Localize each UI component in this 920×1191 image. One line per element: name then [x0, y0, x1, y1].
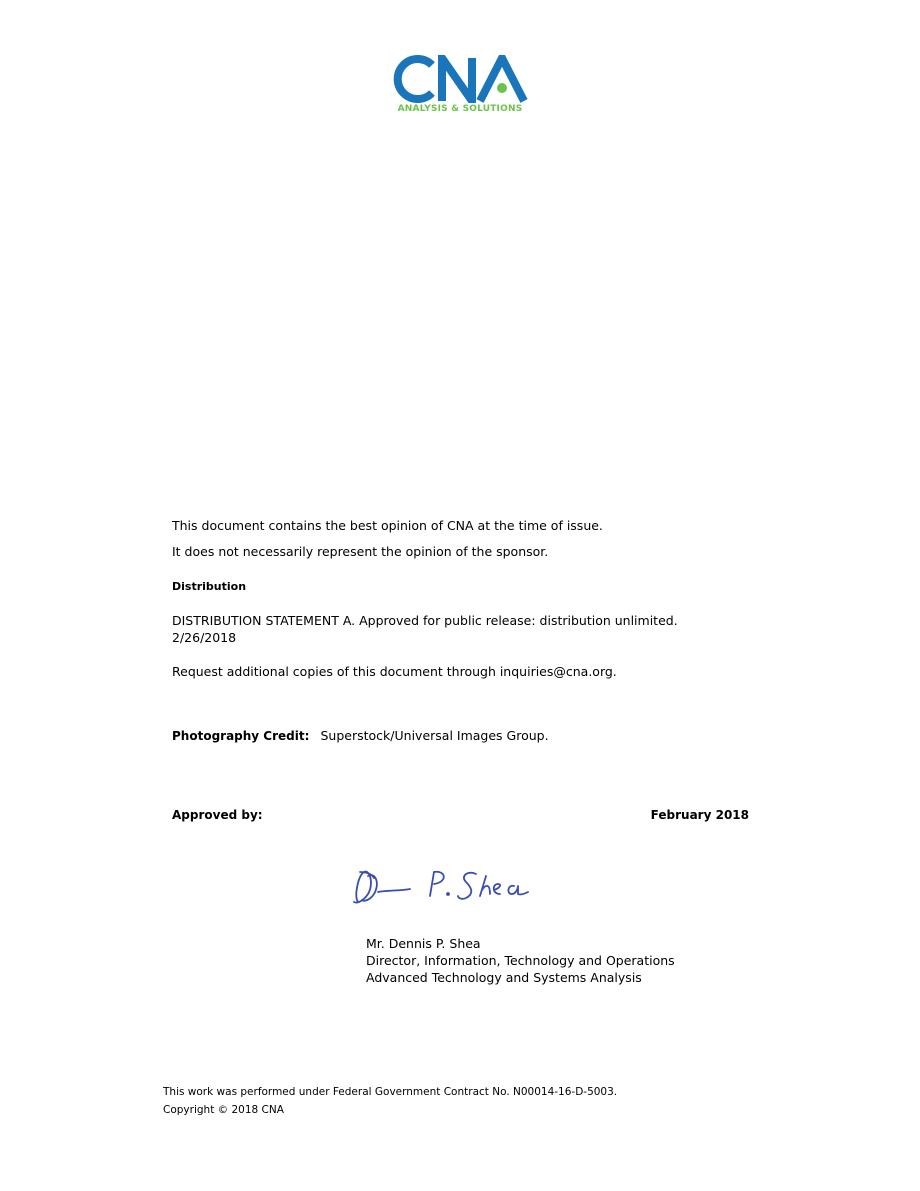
signature-image: [348, 862, 548, 912]
signer-name: Mr. Dennis P. Shea: [366, 936, 481, 951]
disclaimer-line-1: This document contains the best opinion of CNA at the time of issue.: [172, 518, 603, 533]
photo-credit: [172, 725, 549, 744]
copyright-notice: Copyright © 2018 CNA: [163, 1104, 284, 1116]
distribution-heading: Distribution: [172, 580, 247, 593]
disclaimer-line-2: It does not necessarily represent the opinion of the sponsor.: [172, 544, 549, 559]
photo-credit-value: Superstock/Universal Images Group.: [320, 728, 549, 743]
distribution-date: 2/26/2018: [172, 630, 237, 645]
request-copies-text: Request additional copies of this document through inquiries@cna.org.: [172, 664, 617, 679]
signer-division: Advanced Technology and Systems Analysis: [366, 970, 642, 985]
approved-by-label: Approved by:: [172, 808, 263, 822]
contract-statement: This work was performed under Federal Government Contract No. N00014-16-D-5003.: [163, 1086, 618, 1098]
cna-logo-mark: [392, 55, 528, 103]
approval-date: February 2018: [650, 808, 749, 822]
distribution-statement: DISTRIBUTION STATEMENT A. Approved for public release: distribution unlimited.: [172, 613, 678, 628]
photo-credit-label: Photography Credit:: [172, 729, 310, 743]
cna-logo: [392, 55, 528, 117]
signer-title: Director, Information, Technology and Operations: [366, 953, 675, 968]
logo-tagline: ANALYSIS & SOLUTIONS: [397, 104, 523, 114]
